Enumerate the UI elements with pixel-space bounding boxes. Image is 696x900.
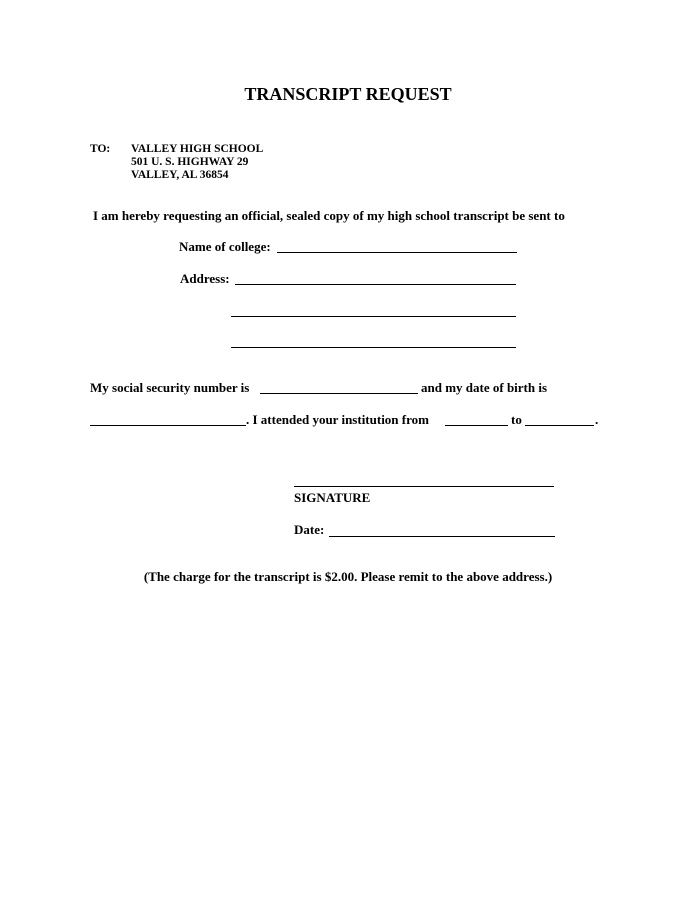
signature-label: SIGNATURE	[294, 490, 371, 505]
attended-to-field[interactable]	[525, 425, 594, 426]
attended-from-field[interactable]	[445, 425, 508, 426]
attended-label: . I attended your institution from	[246, 412, 429, 427]
date-field[interactable]	[329, 536, 555, 537]
to-label: TO:	[90, 143, 111, 155]
ssn-field[interactable]	[260, 393, 418, 394]
date-label: Date:	[294, 522, 325, 537]
recipient-name: VALLEY HIGH SCHOOL	[131, 143, 264, 155]
college-address-line-1[interactable]	[235, 284, 516, 285]
recipient-street: 501 U. S. HIGHWAY 29	[131, 156, 249, 168]
request-statement: I am hereby requesting an official, sealed copy of my high school transcript be sent to	[93, 208, 565, 223]
college-address-line-3[interactable]	[231, 347, 516, 348]
attended-period: .	[595, 412, 599, 427]
charge-note: (The charge for the transcript is $2.00. Please remit to the above address.)	[143, 569, 553, 584]
page-title: TRANSCRIPT REQUEST	[244, 84, 452, 104]
dob-label: and my date of birth is	[421, 380, 548, 395]
attended-to-label: to	[511, 412, 522, 427]
ssn-label: My social security number is	[90, 380, 250, 395]
recipient-city: VALLEY, AL 36854	[131, 169, 229, 181]
college-address-line-2[interactable]	[231, 316, 516, 317]
dob-field[interactable]	[90, 425, 246, 426]
college-address-label: Address:	[180, 271, 230, 286]
college-name-field[interactable]	[277, 252, 517, 253]
college-name-label: Name of college:	[179, 239, 271, 254]
signature-field[interactable]	[294, 486, 554, 487]
